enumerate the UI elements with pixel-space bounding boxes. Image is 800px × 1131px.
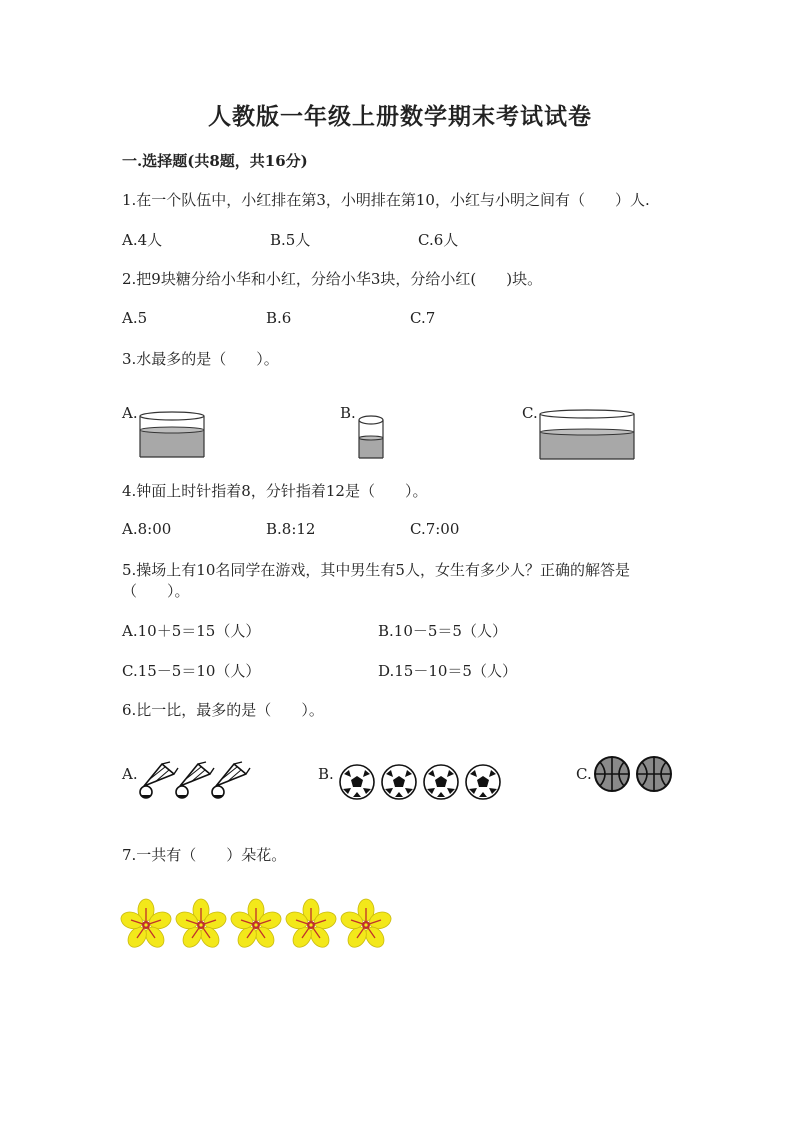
section-heading: 一.选择题(共8题，共16分) (122, 152, 308, 170)
question-7: 7.一共有（ ）朵花。 (122, 846, 287, 864)
flower-group-icon (120, 898, 396, 954)
basketball-group-icon (592, 754, 676, 794)
q2-option-a: A.5 (122, 309, 148, 327)
question-1: 1.在一个队伍中，小红排在第3，小明排在第10，小红与小明之间有（ ）人. (122, 191, 650, 209)
q4-option-c: C.7:00 (410, 520, 460, 538)
question-3: 3.水最多的是（ ）。 (122, 350, 279, 368)
q6-option-b: B. (318, 765, 334, 783)
q2-option-c: C.7 (410, 309, 436, 327)
question-5: 5.操场上有10名同学在游戏，其中男生有5人，女生有多少人？正确的解答是 (122, 561, 630, 579)
q6-option-a: A. (122, 765, 138, 783)
page-title: 人教版一年级上册数学期末考试试卷 (208, 103, 592, 130)
q6-option-c: C. (576, 765, 592, 783)
shuttlecock-group-icon (138, 756, 254, 800)
question-2: 2.把9块糖分给小华和小红，分给小华3块，分给小红( )块。 (122, 270, 543, 288)
q5-option-a: A.10＋5＝15（人） (122, 622, 261, 640)
q1-option-a: A.4人 (122, 231, 163, 249)
soccer-ball-group-icon (337, 762, 509, 802)
wide-container-icon (138, 410, 208, 460)
large-basin-icon (538, 408, 638, 462)
q5-option-b: B.10－5＝5（人） (378, 622, 507, 640)
q3-option-b: B. (340, 404, 356, 422)
narrow-glass-icon (357, 414, 387, 460)
q3-option-a: A. (122, 404, 138, 422)
q2-option-b: B.6 (266, 309, 292, 327)
q5-option-d: D.15－10＝5（人） (378, 662, 517, 680)
q5-option-c: C.15－5＝10（人） (122, 662, 261, 680)
q4-option-b: B.8:12 (266, 520, 316, 538)
question-4: 4.钟面上时针指着8，分针指着12是（ ）。 (122, 482, 428, 500)
question-5-continued: （ ）。 (122, 582, 190, 600)
q1-option-c: C.6人 (418, 231, 459, 249)
question-6: 6.比一比，最多的是（ ）。 (122, 701, 324, 719)
q4-option-a: A.8:00 (122, 520, 172, 538)
q1-option-b: B.5人 (270, 231, 311, 249)
q3-option-c: C. (522, 404, 538, 422)
